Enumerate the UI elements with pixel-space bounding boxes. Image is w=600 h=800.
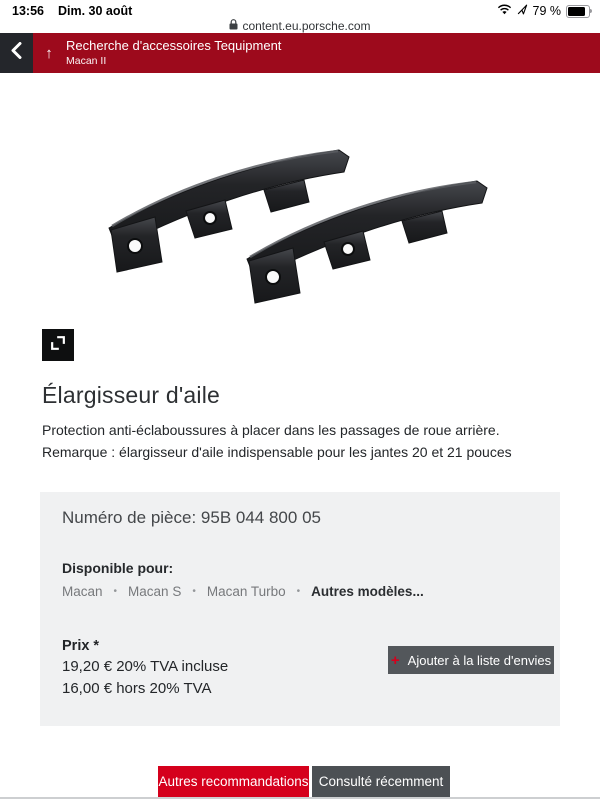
wifi-icon <box>497 4 512 18</box>
bottom-divider <box>0 797 600 799</box>
compatible-models-list <box>62 584 424 599</box>
url-bar[interactable] <box>0 18 600 33</box>
model-item: Macan <box>62 584 103 599</box>
plus-icon: + <box>390 651 400 669</box>
product-details-panel <box>40 492 560 726</box>
product-description <box>42 419 512 463</box>
other-recommendations-button[interactable]: Autres recommandations <box>158 766 309 797</box>
status-time: 13:56 <box>12 4 44 18</box>
app-header <box>0 33 600 73</box>
more-models-link[interactable]: Autres modèles... <box>311 584 424 599</box>
url-domain: content.eu.porsche.com <box>242 18 371 33</box>
recently-viewed-button[interactable]: Consulté récemment <box>312 766 450 797</box>
bullet-separator-icon: • <box>192 586 196 597</box>
page-subtitle: Macan II <box>66 55 107 67</box>
part-number <box>62 508 321 528</box>
battery-icon <box>566 5 590 18</box>
status-date: Dim. 30 août <box>57 4 133 18</box>
page-title: Recherche d'accessoires Tequipment <box>66 38 282 53</box>
price-excl-vat: 16,00 € hors 20% TVA <box>62 680 212 697</box>
chevron-left-icon <box>11 42 22 64</box>
back-button[interactable] <box>0 33 33 73</box>
status-bar <box>0 0 600 20</box>
arrow-up-icon: ↑ <box>45 44 53 62</box>
product-title: Élargisseur d'aile <box>42 382 221 408</box>
lock-icon <box>229 19 238 33</box>
product-image[interactable] <box>95 128 505 323</box>
header-text <box>66 39 281 67</box>
expand-icon <box>48 333 68 358</box>
model-item: Macan Turbo <box>206 584 286 599</box>
battery-percent: 79 % <box>532 4 561 18</box>
price-incl-vat: 19,20 € 20% TVA incluse <box>62 658 229 675</box>
description-line-2: Remarque : élargisseur d'aile indispensable pour les jantes 20 et 21 pouces <box>42 444 512 460</box>
add-to-wishlist-button[interactable] <box>388 646 554 674</box>
bullet-separator-icon: • <box>296 586 301 597</box>
price-label: Prix * <box>62 638 100 654</box>
location-arrow-icon <box>517 4 528 18</box>
expand-image-button[interactable] <box>42 329 74 361</box>
description-line-1: Protection anti-éclaboussures à placer dans les passages de roue arrière. <box>42 422 500 438</box>
available-for-label: Disponible pour: <box>62 560 174 576</box>
scroll-top-button[interactable] <box>33 33 65 73</box>
part-number-value: 95B 044 800 05 <box>200 508 321 527</box>
wishlist-button-label: Ajouter à la liste d'envies <box>407 652 552 668</box>
model-item: Macan S <box>128 584 182 599</box>
part-number-label: Numéro de pièce: <box>62 508 197 527</box>
bullet-separator-icon: • <box>113 586 118 597</box>
